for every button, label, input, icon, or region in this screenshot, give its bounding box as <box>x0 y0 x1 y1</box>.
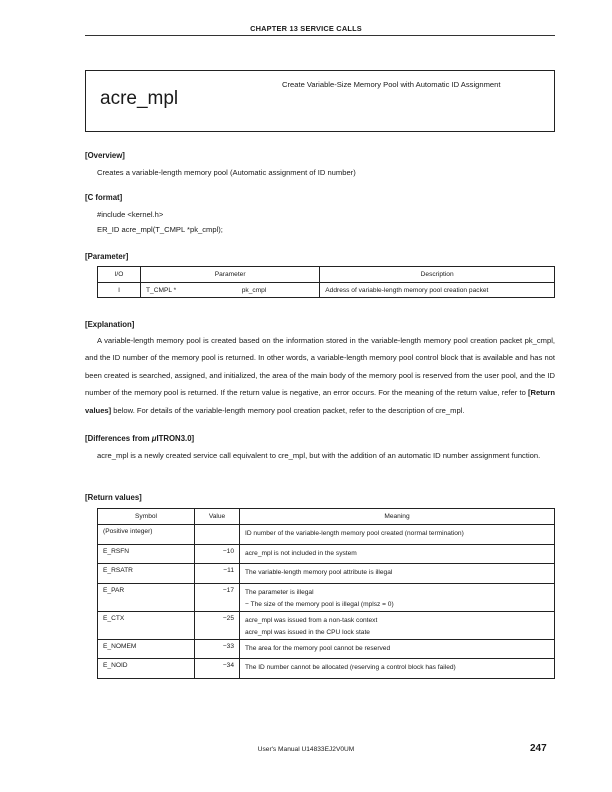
column-header: Description <box>320 267 555 283</box>
meaning-cell <box>240 525 555 545</box>
symbol-cell: (Positive integer) <box>98 525 195 545</box>
c-format-line: ER_ID acre_mpl(T_CMPL *pk_cmpl); <box>97 225 223 234</box>
meaning-line: − The size of the memory pool is illegal (mplsz = 0) <box>245 600 394 608</box>
return-values-ref: [Return values] <box>85 388 555 415</box>
description-cell: Address of variable-length memory pool creation packet <box>320 283 555 298</box>
column-header: Symbol <box>98 509 195 525</box>
page-subtitle: Create Variable-Size Memory Pool with Automatic ID Assignment <box>282 80 501 89</box>
value-cell: −17 <box>195 583 240 611</box>
differences-text: acre_mpl is a newly created service call equivalent to cre_mpl, but with the addition of an automatic ID number assignment function. <box>97 451 541 460</box>
return-values-table <box>97 508 555 679</box>
table-row <box>98 659 555 679</box>
symbol-cell: E_RSFN <box>98 544 195 564</box>
meaning-line: acre_mpl was issued from a non-task context <box>245 616 378 624</box>
io-cell: I <box>98 283 141 298</box>
table-row <box>98 583 555 611</box>
c-format-heading: [C format] <box>85 193 123 202</box>
meaning-cell <box>240 659 555 679</box>
meaning-line: acre_mpl is not included in the system <box>245 549 357 557</box>
column-header: Meaning <box>240 509 555 525</box>
meaning-cell <box>240 564 555 584</box>
value-cell <box>195 525 240 545</box>
symbol-cell: E_PAR <box>98 583 195 611</box>
table-row <box>98 611 555 639</box>
table-row <box>98 283 555 298</box>
meaning-line: acre_mpl was issued in the CPU lock state <box>245 628 370 636</box>
page-number: 247 <box>530 743 547 754</box>
column-header: I/O <box>98 267 141 283</box>
overview-text: Creates a variable-length memory pool (Automatic assignment of ID number) <box>97 168 356 177</box>
meaning-cell <box>240 583 555 611</box>
table-row <box>98 639 555 659</box>
name-cell: pk_cmpl <box>237 283 320 298</box>
parameter-table <box>97 266 555 298</box>
meaning-cell <box>240 611 555 639</box>
return-values-heading: [Return values] <box>85 493 142 502</box>
value-cell: −33 <box>195 639 240 659</box>
symbol-cell: E_CTX <box>98 611 195 639</box>
explanation-text: A variable-length memory pool is created based on the information stored in the variable-length memory pool creation packet pk_cmpl, and the ID number of the memory pool is returned. In other words, a variable-length memory pool control block that is available and has not been created is searched, assigned, and initialized, the area of the main body of the memory pool is reserved from the user pool, and the ID number of the memory pool is returned. If the return value is negative, an error occurs. For the meaning of the return value, refer to [Return values] below. For details of the variable-length memory pool creation packet, refer to the description of cre_mpl. <box>85 336 555 415</box>
meaning-line: The variable-length memory pool attribute is illegal <box>245 569 393 576</box>
column-header: Value <box>195 509 240 525</box>
explanation-heading: [Explanation] <box>85 320 135 329</box>
type-cell: T_CMPL * <box>141 283 237 298</box>
value-cell: −25 <box>195 611 240 639</box>
value-cell: −11 <box>195 564 240 584</box>
meaning-line: The area for the memory pool cannot be reserved <box>245 644 391 652</box>
meaning-cell <box>240 544 555 564</box>
overview-heading: [Overview] <box>85 151 125 160</box>
page-title: acre_mpl <box>100 88 179 109</box>
value-cell: −10 <box>195 544 240 564</box>
table-row <box>98 525 555 545</box>
meaning-cell <box>240 639 555 659</box>
symbol-cell: E_NOMEM <box>98 639 195 659</box>
meaning-line: ID number of the variable-length memory pool created (normal termination) <box>245 530 464 537</box>
chapter-header: CHAPTER 13 SERVICE CALLS <box>250 24 362 33</box>
meaning-line: The ID number cannot be allocated (reserving a control block has failed) <box>245 664 456 671</box>
meaning-line: The parameter is illegal <box>245 588 314 596</box>
header-rule <box>85 35 555 36</box>
footer-manual: User's Manual U14833EJ2V0UM <box>257 746 355 753</box>
table-row <box>98 544 555 564</box>
c-format-line: #include <kernel.h> <box>97 210 164 219</box>
column-header: Parameter <box>141 267 320 283</box>
table-row <box>98 564 555 584</box>
differences-heading: [Differences from μITRON3.0] <box>85 434 195 443</box>
value-cell: −34 <box>195 659 240 679</box>
symbol-cell: E_NOID <box>98 659 195 679</box>
symbol-cell: E_RSATR <box>98 564 195 584</box>
parameter-heading: [Parameter] <box>85 252 129 261</box>
